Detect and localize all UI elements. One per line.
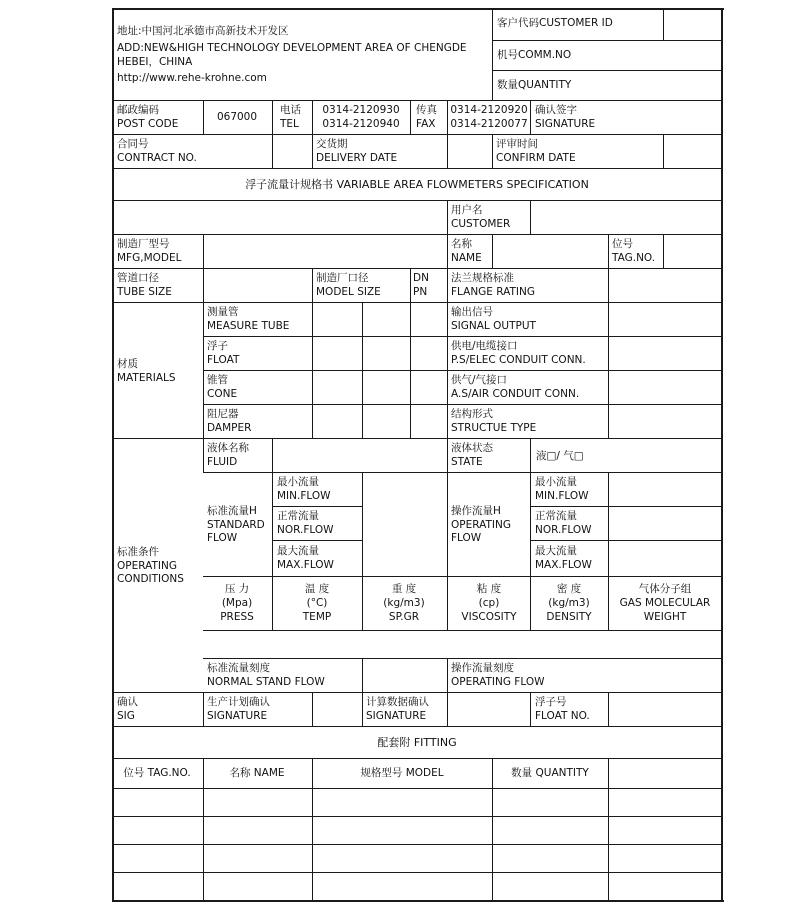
grid-line-v [312, 134, 313, 169]
state-label-en: STATE [451, 456, 483, 468]
std-min-flow-label-cn: 最小流量 [277, 476, 319, 488]
fitting-model-header: 规格型号 MODEL [360, 767, 444, 779]
grid-line-v [272, 134, 273, 169]
customer-id-label: 客户代码CUSTOMER ID [497, 17, 613, 29]
op-max-flow-label-en: MAX.FLOW [535, 559, 592, 571]
grid-line-v [608, 472, 609, 577]
materials-label-en: MATERIALS [117, 372, 176, 384]
spgr-label-cn: 重 度 [391, 583, 417, 595]
tube-size-label-en: TUBE SIZE [117, 286, 172, 298]
gas-molecular-label-en-1: GAS MOLECULAR [619, 597, 711, 609]
grid-line-v [312, 692, 313, 727]
grid-line-v [447, 134, 448, 169]
grid-line-v [663, 134, 664, 169]
signal-output-label-cn: 输出信号 [451, 306, 493, 318]
grid-line-v [203, 438, 204, 473]
press-label-en: PRESS [220, 611, 254, 623]
grid-line-v [447, 234, 448, 269]
std-max-flow-label-en: MAX.FLOW [277, 559, 334, 571]
tag-no-label-en: TAG.NO. [612, 252, 656, 264]
post-code-label-en: POST CODE [117, 118, 179, 130]
grid-line-v [492, 134, 493, 169]
structure-type-label-en: STRUCTUE TYPE [451, 422, 537, 434]
grid-line-v [203, 268, 204, 303]
grid-line-h [112, 844, 723, 845]
normal-stand-flow-label-en: NORMAL STAND FLOW [207, 676, 325, 688]
gas-molecular-label-en-2: WEIGHT [643, 611, 687, 623]
fax-value-1: 0314-2120920 [450, 104, 528, 116]
grid-line-v [272, 576, 273, 631]
grid-line-v [447, 268, 448, 303]
temp-label-en: TEMP [302, 611, 332, 623]
grid-line-h [530, 506, 723, 507]
grid-line-h [203, 630, 723, 631]
tube-size-label-cn: 管道口径 [117, 272, 159, 284]
grid-line-v [530, 472, 531, 577]
operating-conditions-label-en-1: OPERATING [117, 560, 177, 572]
grid-line-v [530, 100, 531, 135]
grid-line-h [203, 576, 723, 577]
grid-line-h [112, 8, 724, 10]
op-max-flow-label-cn: 最大流量 [535, 545, 577, 557]
grid-line-v [410, 100, 411, 135]
address-en-line-1: ADD:NEW&HIGH TECHNOLOGY DEVELOPMENT AREA OF CHENGDE [117, 42, 467, 54]
grid-line-v [608, 234, 609, 269]
mfg-model-label-en: MFG,MODEL [117, 252, 182, 264]
grid-line-v [203, 758, 204, 901]
fluid-label-cn: 液体名称 [207, 442, 249, 454]
ps-conduit-label-cn: 供电/电缆接口 [451, 340, 518, 352]
grid-line-v [447, 658, 448, 693]
temp-unit: (°C) [306, 597, 328, 609]
std-nor-flow-label-en: NOR.FLOW [277, 524, 334, 536]
confirm-date-label-cn: 评审时间 [496, 138, 538, 150]
grid-line-v [203, 692, 204, 727]
grid-line-h [492, 70, 723, 71]
grid-line-v [492, 234, 493, 269]
grid-line-v [447, 438, 448, 473]
grid-line-v [608, 692, 609, 727]
grid-line-v [530, 692, 531, 727]
dens-unit: (kg/m3) [548, 597, 590, 609]
operating-flow-scale-label-en: OPERATING FLOW [451, 676, 545, 688]
operating-flow-scale-label-cn: 操作流量刻度 [451, 662, 514, 674]
std-nor-flow-label-cn: 正常流量 [277, 510, 319, 522]
operating-flow-label-en-1: OPERATING [451, 519, 511, 531]
visc-label-en: VISCOSITY [461, 611, 517, 623]
damper-label-cn: 阻尼器 [207, 408, 239, 420]
spgr-unit: (kg/m3) [383, 597, 425, 609]
mfg-model-label-cn: 制造厂型号 [117, 238, 170, 250]
operating-flow-label-en-2: FLOW [451, 532, 482, 544]
spec-title: 浮子流量计规格书 VARIABLE AREA FLOWMETERS SPECIFICATION [245, 178, 589, 191]
delivery-date-label-cn: 交货期 [316, 138, 348, 150]
grid-line-h [112, 726, 723, 727]
grid-line-h [203, 404, 723, 405]
grid-line-v [447, 200, 448, 235]
fax-value-2: 0314-2120077 [450, 118, 528, 130]
grid-line-v [530, 438, 531, 473]
fitting-name-header: 名称 NAME [229, 767, 285, 779]
grid-line-v [312, 268, 313, 303]
grid-line-v [492, 758, 493, 901]
as-conduit-label-en: A.S/AIR CONDUIT CONN. [451, 388, 580, 400]
grid-line-v [721, 8, 723, 902]
model-size-label-en: MODEL SIZE [316, 286, 381, 298]
dens-label-en: DENSITY [546, 611, 592, 623]
float-label-en: FLOAT [207, 354, 240, 366]
state-label-cn: 液体状态 [451, 442, 493, 454]
grid-line-v [447, 472, 448, 577]
grid-line-v [362, 658, 363, 693]
grid-line-h [530, 540, 723, 541]
ps-conduit-label-en: P.S/ELEC CONDUIT CONN. [451, 354, 586, 366]
tel-label-cn: 电话 [280, 104, 301, 116]
grid-line-v [312, 100, 313, 135]
op-min-flow-label-cn: 最小流量 [535, 476, 577, 488]
grid-line-h [112, 234, 448, 235]
production-plan-label-cn: 生产计划确认 [207, 696, 270, 708]
grid-line-v [312, 758, 313, 901]
grid-line-v [272, 438, 273, 473]
dens-label-cn: 密 度 [556, 583, 582, 595]
model-size-label-cn: 制造厂口径 [316, 272, 369, 284]
grid-line-h [112, 816, 723, 817]
address-cn: 地址:中国河北承德市高新技术开发区 [117, 25, 289, 37]
measure-tube-label-en: MEASURE TUBE [207, 320, 290, 332]
grid-line-v [492, 8, 493, 101]
delivery-date-label-en: DELIVERY DATE [316, 152, 398, 164]
tel-label-en: TEL [280, 118, 299, 130]
grid-line-v [447, 576, 448, 631]
fitting-quantity-header: 数量 QUANTITY [511, 767, 589, 779]
sig-label-cn: 确认 [117, 696, 138, 708]
grid-line-h [203, 336, 723, 337]
gas-molecular-label-cn: 气体分子组 [638, 583, 692, 595]
confirm-date-label-en: CONFIRM DATE [496, 152, 576, 164]
address-en-line-2: HEBEI，CHINA [117, 56, 193, 68]
post-code-value: 067000 [216, 111, 258, 123]
state-checkbox-liquid-gas[interactable]: 液□/ 气□ [536, 450, 584, 462]
grid-line-v [112, 8, 114, 902]
grid-line-h [447, 234, 723, 235]
signature-label-en: SIGNATURE [535, 118, 596, 130]
contract-no-label-cn: 合同号 [117, 138, 149, 150]
website-link[interactable]: http://www.rehe-krohne.com [117, 72, 267, 84]
grid-line-v [410, 268, 411, 303]
operating-conditions-label-en-2: CONDITIONS [117, 573, 184, 585]
fitting-tag-header: 位号 TAG.NO. [123, 767, 191, 779]
grid-line-v [663, 234, 664, 269]
materials-label-cn: 材质 [117, 358, 138, 370]
grid-line-h [272, 506, 363, 507]
tel-value-1: 0314-2120930 [322, 104, 400, 116]
signature-label-cn: 确认签字 [535, 104, 577, 116]
signal-output-label-en: SIGNAL OUTPUT [451, 320, 536, 332]
fluid-label-en: FLUID [207, 456, 238, 468]
float-no-label-en: FLOAT NO. [535, 710, 590, 722]
grid-line-v [362, 692, 363, 727]
pn-label: PN [413, 286, 428, 298]
grid-line-h [492, 40, 723, 41]
operating-flow-label-cn: 操作流量H [451, 505, 501, 517]
sig-label-en: SIG [117, 710, 135, 722]
temp-label-cn: 温 度 [304, 583, 330, 595]
structure-type-label-cn: 结构形式 [451, 408, 493, 420]
customer-label-cn: 用户名 [451, 204, 483, 216]
flange-rating-label-cn: 法兰规格标准 [451, 272, 514, 284]
op-min-flow-label-en: MIN.FLOW [535, 490, 589, 502]
production-plan-label-en: SIGNATURE [207, 710, 268, 722]
standard-flow-label-cn: 标准流量H [207, 505, 257, 517]
visc-label-cn: 粘 度 [476, 583, 502, 595]
grid-line-h [112, 872, 723, 873]
damper-label-en: DAMPER [207, 422, 252, 434]
tag-no-label-cn: 位号 [612, 238, 633, 250]
standard-flow-label-en-1: STANDARD [207, 519, 265, 531]
grid-line-v [272, 100, 273, 135]
post-code-label-cn: 邮政编码 [117, 104, 159, 116]
grid-line-v [608, 576, 609, 631]
grid-line-h [112, 134, 723, 135]
dn-label: DN [413, 272, 429, 284]
contract-no-label-en: CONTRACT NO. [117, 152, 197, 164]
grid-line-v [272, 472, 273, 577]
grid-line-v [362, 472, 363, 577]
grid-line-v [447, 692, 448, 727]
float-no-label-cn: 浮子号 [535, 696, 567, 708]
fax-label-en: FAX [416, 118, 436, 130]
name-label-cn: 名称 [451, 238, 472, 250]
spgr-label-en: SP.GR [388, 611, 420, 623]
customer-label-en: CUSTOMER [451, 218, 511, 230]
std-min-flow-label-en: MIN.FLOW [277, 490, 331, 502]
grid-line-v [663, 8, 664, 41]
grid-line-v [608, 758, 609, 901]
grid-line-v [608, 268, 609, 303]
calc-data-label-cn: 计算数据确认 [366, 696, 429, 708]
quantity-label: 数量QUANTITY [497, 79, 572, 91]
grid-line-v [530, 576, 531, 631]
fax-label-cn: 传真 [416, 104, 437, 116]
visc-unit: (cp) [478, 597, 500, 609]
grid-line-v [447, 100, 448, 135]
grid-line-h [203, 370, 723, 371]
press-label-cn: 压 力 [224, 583, 250, 595]
grid-line-h [272, 540, 363, 541]
tel-value-2: 0314-2120940 [322, 118, 400, 130]
op-nor-flow-label-en: NOR.FLOW [535, 524, 592, 536]
cone-label-cn: 锥管 [207, 374, 228, 386]
op-nor-flow-label-cn: 正常流量 [535, 510, 577, 522]
grid-line-v [203, 100, 204, 135]
as-conduit-label-cn: 供气/气接口 [451, 374, 508, 386]
grid-line-v [203, 234, 204, 269]
measure-tube-label-cn: 测量管 [207, 306, 239, 318]
operating-conditions-label-cn: 标准条件 [117, 546, 159, 558]
name-label-en: NAME [451, 252, 482, 264]
comm-no-label: 机号COMM.NO [497, 49, 572, 61]
press-unit: (Mpa) [221, 597, 253, 609]
calc-data-label-en: SIGNATURE [366, 710, 427, 722]
grid-line-h [203, 472, 723, 473]
grid-line-h [112, 168, 723, 169]
flange-rating-label-en: FLANGE RATING [451, 286, 536, 298]
fitting-title: 配套附 FITTING [377, 736, 457, 749]
grid-line-v [530, 200, 531, 235]
grid-line-v [362, 576, 363, 631]
grid-line-h [203, 658, 723, 659]
grid-line-h [112, 200, 723, 201]
cone-label-en: CONE [207, 388, 238, 400]
float-label-cn: 浮子 [207, 340, 228, 352]
std-max-flow-label-cn: 最大流量 [277, 545, 319, 557]
normal-stand-flow-label-cn: 标准流量刻度 [207, 662, 270, 674]
standard-flow-label-en-2: FLOW [207, 532, 238, 544]
